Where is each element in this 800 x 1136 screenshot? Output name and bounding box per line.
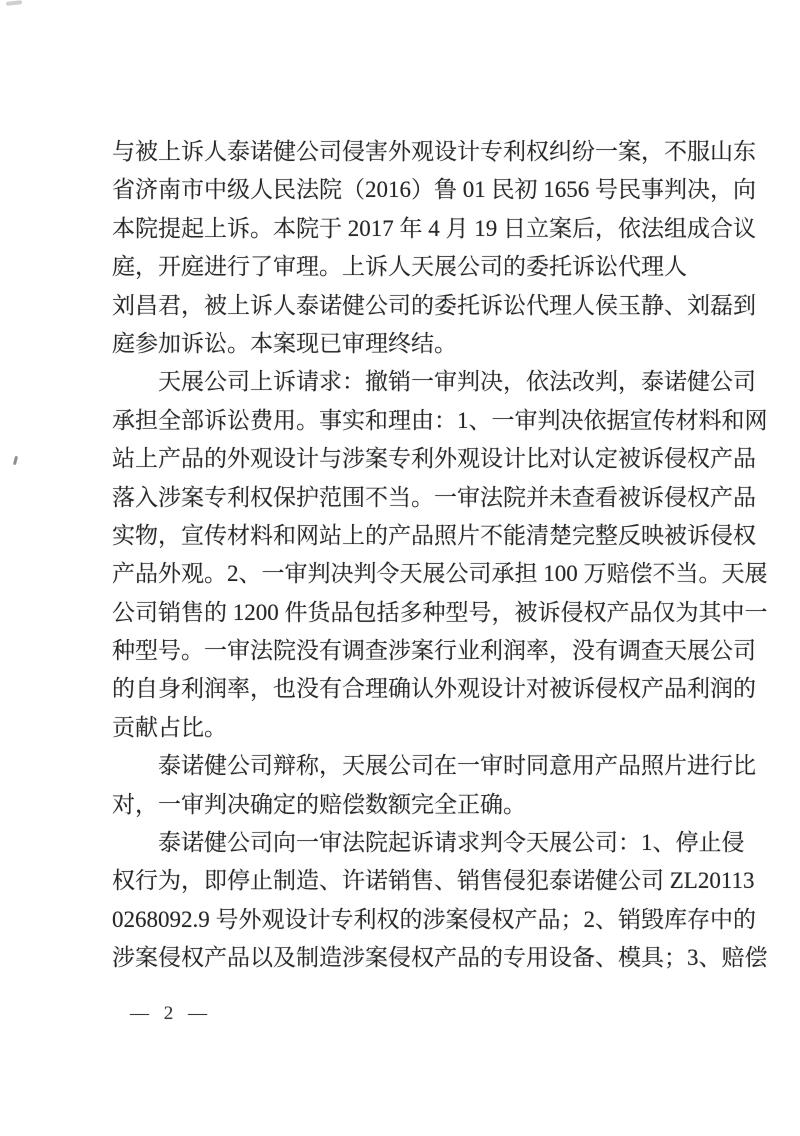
document-line: 落入涉案专利权保护范围不当。一审法院并未查看被诉侵权产品 <box>112 484 756 510</box>
document-line: 公司销售的 1200 件货品包括多种型号，被诉侵权产品仅为其中一 <box>112 599 768 625</box>
document-line: 庭参加诉讼。本案现已审理终结。 <box>112 330 457 356</box>
document-line: 贡献占比。 <box>112 714 227 740</box>
document-line: 站上产品的外观设计与涉案专利外观设计比对认定被诉侵权产品 <box>112 446 756 472</box>
document-body <box>112 133 768 978</box>
document-line: 权行为，即停止制造、许诺销售、销售侵犯泰诺健公司 ZL20113 <box>112 868 755 894</box>
document-line: 种型号。一审法院没有调查涉案行业利润率，没有调查天展公司 <box>112 638 756 664</box>
document-line: 涉案侵权产品以及制造涉案侵权产品的专用设备、模具；3、赔偿 <box>112 945 768 971</box>
document-line: 省济南市中级人民法院（2016）鲁 01 民初 1656 号民事判决，向 <box>112 177 756 203</box>
page-number: — 2 — <box>130 1003 208 1024</box>
document-line: 泰诺健公司向一审法院起诉请求判令天展公司：1、停止侵 <box>158 830 745 856</box>
document-line: 庭，开庭进行了审理。上诉人天展公司的委托诉讼代理人 <box>112 254 687 280</box>
document-line: 天展公司上诉请求：撤销一审判决，依法改判，泰诺健公司 <box>158 369 756 395</box>
document-line: 承担全部诉讼费用。事实和理由：1、一审判决依据宣传材料和网 <box>112 407 768 433</box>
document-line: 与被上诉人泰诺健公司侵害外观设计专利权纠纷一案，不服山东 <box>112 139 756 164</box>
document-line: 0268092.9 号外观设计专利权的涉案侵权产品；2、销毁库存中的 <box>112 906 756 932</box>
document-line: 刘昌君，被上诉人泰诺健公司的委托诉讼代理人侯玉静、刘磊到 <box>112 292 756 318</box>
document-line: 泰诺健公司辩称，天展公司在一审时同意用产品照片进行比 <box>158 753 756 779</box>
document-line: 产品外观。2、一审判决判令天展公司承担 100 万赔偿不当。天展 <box>112 561 768 587</box>
document-line: 对，一审判决确定的赔偿数额完全正确。 <box>112 791 526 817</box>
document-line: 的自身利润率，也没有合理确认外观设计对被诉侵权产品利润的 <box>112 676 756 702</box>
document-line: 实物，宣传材料和网站上的产品照片不能清楚完整反映被诉侵权 <box>112 522 756 548</box>
scan-artifact-left-margin <box>13 456 18 465</box>
document-line: 本院提起上诉。本院于 2017 年 4 月 19 日立案后，依法组成合议 <box>112 215 756 241</box>
scan-artifact-top <box>6 0 22 6</box>
